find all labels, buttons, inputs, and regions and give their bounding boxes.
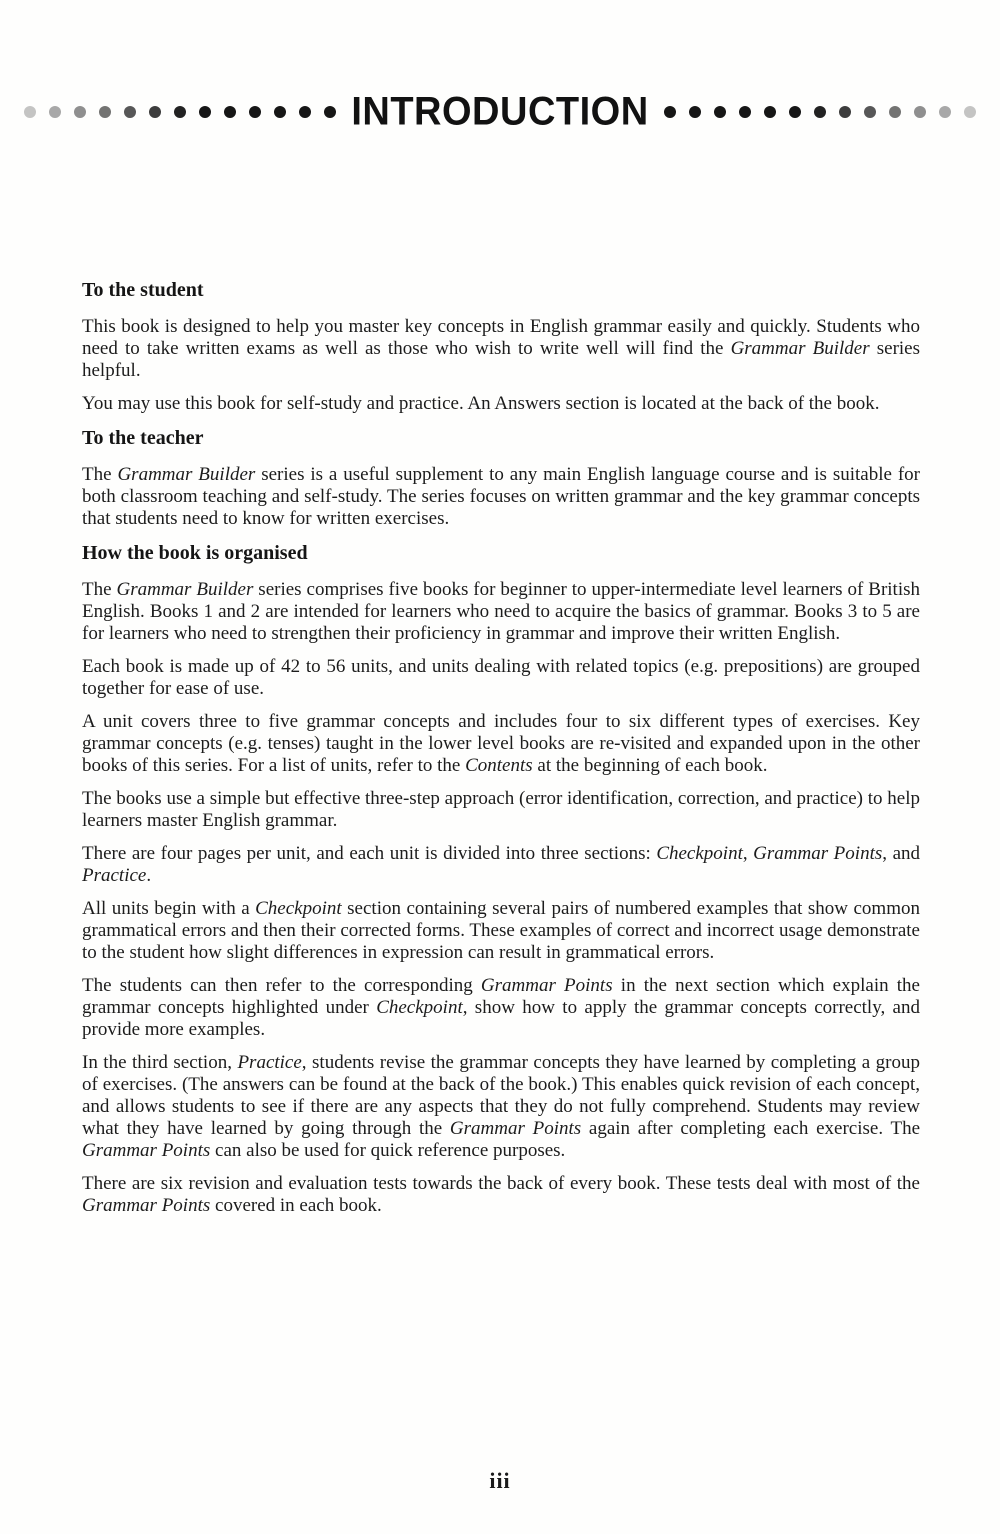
- decorative-dot: [324, 106, 336, 118]
- text-run: at the beginning of each book.: [532, 755, 768, 776]
- decorative-dot: [939, 106, 951, 118]
- decorative-dot: [274, 106, 286, 118]
- text-run: A unit covers three to five grammar concepts and includes four to six different types of exercises. Key grammar concepts (e.g. tenses) taught in the lower level books are re-visited and expanded upon in the other books of this series. For a list of units, refer to the: [82, 711, 920, 776]
- paragraph: [82, 316, 920, 382]
- paragraph: [82, 975, 920, 1041]
- paragraph: [82, 464, 920, 530]
- text-run: covered in each book.: [210, 1195, 382, 1216]
- paragraph: [82, 898, 920, 964]
- decorative-dot: [789, 106, 801, 118]
- text-run: can also be used for quick reference purposes.: [210, 1140, 566, 1161]
- decorative-dot: [714, 106, 726, 118]
- text-run: All units begin with a: [82, 898, 256, 919]
- text-run: series is a useful supplement to any main English language course and is suitable for both classroom teaching and self-study. The series focuses on written grammar and the key grammar concepts that students need to know for written exercises.: [82, 464, 920, 529]
- paragraph: [82, 1052, 920, 1162]
- page-number: iii: [489, 1468, 511, 1493]
- decorative-dot: [814, 106, 826, 118]
- text-run: There are six revision and evaluation tests towards the back of every book. These tests deal with most of the: [82, 1173, 920, 1194]
- decorative-dot: [914, 106, 926, 118]
- text-run: in the next section which explain the grammar concepts highlighted under: [82, 975, 920, 1018]
- italic-text-run: Grammar Points: [82, 1195, 211, 1216]
- paragraph: [82, 788, 920, 832]
- decorative-dots-right: [664, 106, 976, 118]
- text-run: series helpful.: [82, 338, 920, 381]
- text-run: There are four pages per unit, and each unit is divided into three sections:: [82, 843, 657, 864]
- decorative-dot: [224, 106, 236, 118]
- decorative-dot: [964, 106, 976, 118]
- decorative-dot: [764, 106, 776, 118]
- decorative-dot: [889, 106, 901, 118]
- italic-text-run: Contents: [465, 755, 533, 776]
- italic-text-run: Checkpoint: [255, 898, 342, 919]
- italic-text-run: Grammar Builder: [116, 579, 254, 600]
- italic-text-run: Grammar Points: [753, 843, 883, 864]
- text-run: again after completing each exercise. The: [581, 1118, 921, 1139]
- decorative-dot: [664, 106, 676, 118]
- paragraph: [82, 656, 920, 700]
- decorative-dots-left: [24, 106, 336, 118]
- italic-text-run: Grammar Points: [82, 1140, 211, 1161]
- paragraph: [82, 1173, 920, 1217]
- italic-text-run: Grammar Points: [449, 1118, 582, 1139]
- italic-text-run: Grammar Builder: [730, 338, 870, 359]
- decorative-dot: [199, 106, 211, 118]
- text-run: In the third section,: [82, 1052, 238, 1073]
- italic-text-run: Grammar Builder: [117, 464, 256, 485]
- decorative-dot: [149, 106, 161, 118]
- decorative-dot: [99, 106, 111, 118]
- page-footer: [0, 1468, 1000, 1494]
- page-body: [82, 279, 920, 1228]
- text-run: , students revise the grammar concepts they have learned by completing a group of exercises. (The answers can be found at the back of the book.) This enables quick revision of each concept, and allows students to see if there are any aspects that they do not fully comprehend. Students may review what they have learned by going through the: [82, 1052, 920, 1139]
- decorative-dot: [299, 106, 311, 118]
- decorative-dot: [49, 106, 61, 118]
- section-heading: To the student: [82, 279, 204, 301]
- text-run: series comprises five books for beginner to upper-intermediate level learners of British English. Books 1 and 2 are intended for learners who need to acquire the basics of grammar. Books 3 to 5 are for learners who need to strengthen their proficiency in grammar and improve their written English.: [82, 579, 921, 644]
- decorative-dot: [689, 106, 701, 118]
- paragraph: [82, 711, 920, 777]
- paragraph: [82, 843, 920, 887]
- italic-text-run: Checkpoint: [376, 997, 463, 1018]
- paragraph: [82, 579, 920, 645]
- decorative-dot: [24, 106, 36, 118]
- decorative-dot: [839, 106, 851, 118]
- text-run: ,: [742, 843, 754, 864]
- italic-text-run: Checkpoint: [656, 843, 743, 864]
- section-heading: How the book is organised: [82, 542, 308, 564]
- decorative-dot: [124, 106, 136, 118]
- text-run: This book is designed to help you master key concepts in English grammar easily and quickly. Students who need to take written exams as well as those who wish to write well will find the: [82, 316, 920, 359]
- page-title: INTRODUCTION: [351, 89, 649, 135]
- text-run: The books use a simple but effective three-step approach (error identification, correction, and practice) to help learners master English grammar.: [82, 788, 920, 831]
- text-run: , and: [882, 843, 920, 864]
- section-heading: To the teacher: [82, 427, 204, 449]
- text-run: , show how to apply the grammar concepts correctly, and provide more examples.: [82, 997, 920, 1040]
- text-run: .: [146, 865, 152, 886]
- decorative-dot: [739, 106, 751, 118]
- italic-text-run: Practice: [82, 865, 147, 886]
- decorative-dot: [864, 106, 876, 118]
- page-header: [0, 90, 1000, 134]
- text-run: Each book is made up of 42 to 56 units, and units dealing with related topics (e.g. prepositions) are grouped together for ease of use.: [82, 656, 920, 699]
- text-run: The: [82, 579, 117, 600]
- paragraph: [82, 393, 920, 415]
- decorative-dot: [74, 106, 86, 118]
- italic-text-run: Grammar Points: [480, 975, 613, 996]
- text-run: The: [82, 464, 118, 485]
- text-run: section containing several pairs of numbered examples that show common grammatical errors and then their corrected forms. These examples of correct and incorrect usage demonstrate to the student how slight differences in expression can result in grammatical errors.: [82, 898, 920, 963]
- decorative-dot: [249, 106, 261, 118]
- text-run: The students can then refer to the corresponding: [82, 975, 481, 996]
- text-run: You may use this book for self-study and practice. An Answers section is located at the back of the book.: [82, 393, 880, 414]
- italic-text-run: Practice: [237, 1052, 302, 1073]
- decorative-dot: [174, 106, 186, 118]
